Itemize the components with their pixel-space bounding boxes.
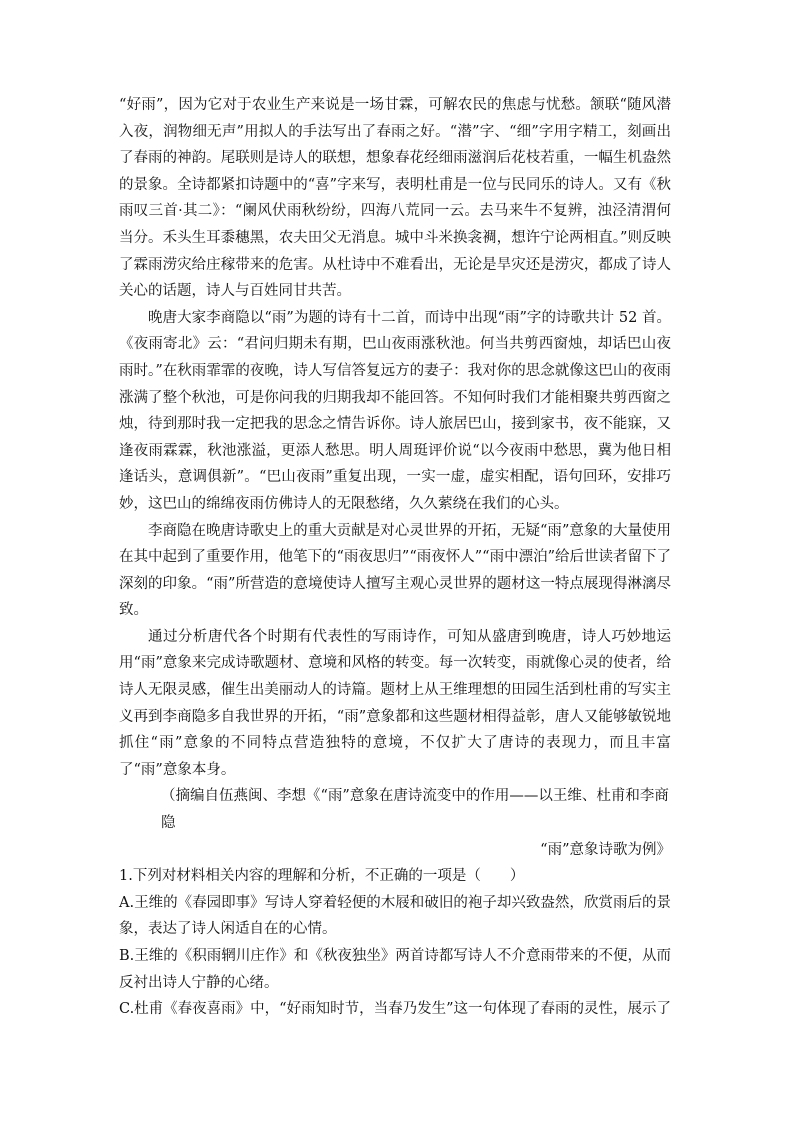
paragraph-li-shangyin-rain: 晚唐大家李商隐以“雨”为题的诗有十二首，而诗中出现“雨”字的诗歌共计 52 首。《夜雨寄北》云：“君问归期未有期，巴山夜雨涨秋池。何当共剪西窗烛，却话巴山夜雨时。”在秋雨霏霏的夜晚，诗人写信答复远方的妻子：我对你的思念就像这巴山的夜雨涨满了整个秋池，可是你问我的归期我却不能回答。不知何时我们才能相聚共剪西窗之烛，待到那时我一定把我的思念之情告诉你。诗人旅居巴山，接到家书，夜不能寐，又逢夜雨霖霖，秋池涨溢，更添人愁思。明人周珽评价说“以今夜雨中愁思，冀为他日相逢话头，意调俱新”。“巴山夜雨”重复出现，一实一虚，虚实相配，语句回环，安排巧妙，这巴山的绵绵夜雨仿佛诗人的无限愁绪，久久萦绕在我们的心头。 xyxy=(119,309,671,512)
paragraph-li-shangyin-contribution: 李商隐在晚唐诗歌史上的重大贡献是对心灵世界的开拓，无疑“雨”意象的大量使用在其中起到了重要作用，他笔下的“雨夜思归”“雨夜怀人”“雨中漂泊”给后世读者留下了深刻的印象。“雨”所营造的意境使诗人擅写主观心灵世界的题材这一特点展现得淋漓尽致。 xyxy=(119,522,671,619)
source-citation-line-2: “雨”意象诗歌为例》 xyxy=(540,841,671,858)
question-option-c: C.杜甫《春夜喜雨》中，“好雨知时节，当春乃发生”这一句体现了春雨的灵性，展示了 xyxy=(119,1001,672,1018)
question-option-b: B.王维的《积雨辋川庄作》和《秋夜独坐》两首诗都写诗人不介意雨带来的不便，从而反衬出诗人宁静的心绪。 xyxy=(119,948,671,991)
paragraph-du-fu-rain: “好雨”，因为它对于农业生产来说是一场甘霖，可解农民的焦虑与忧愁。颔联“随风潜入夜，润物细无声”用拟人的手法写出了春雨之好。“潜”字、“细”字用字精工，刻画出了春雨的神韵。尾联则是诗人的联想，想象春花经细雨滋润后花枝若重，一幅生机盎然的景象。全诗都紧扣诗题中的“喜”字来写，表明杜甫是一位与民同乐的诗人。又有《秋雨叹三首·其二》：“阑风伏雨秋纷纷，四海八荒同一云。去马来牛不复辨，浊泾清渭何当分。禾头生耳黍穗黑，农夫田父无消息。城中斗米换衾裯，想许宁论两相直。”则反映了霖雨涝灾给庄稼带来的危害。从杜诗中不难看出，无论是旱灾还是涝灾，都成了诗人关心的话题，诗人与百姓同甘共苦。 xyxy=(119,97,671,300)
paragraph-conclusion: 通过分析唐代各个时期有代表性的写雨诗作，可知从盛唐到晚唐，诗人巧妙地运用“雨”意象来完成诗歌题材、意境和风格的转变。每一次转变，雨就像心灵的使者，给诗人无限灵感，催生出美丽动人的诗篇。题材上从王维理想的田园生活到杜甫的写实主义再到李商隐多自我世界的开拓，“雨”意象都和这些题材相得益彰，唐人又能够敏锐地抓住“雨”意象的不同特点营造独特的意境，不仅扩大了唐诗的表现力，而且丰富了“雨”意象本身。 xyxy=(119,628,671,778)
question-option-a: A.王维的《春园即事》写诗人穿着轻便的木屐和破旧的袍子却兴致盎然，欣赏雨后的景象，表达了诗人闲适自在的心情。 xyxy=(119,894,671,938)
question-stem: 1.下列对材料相关内容的理解和分析，不正确的一项是（ ） xyxy=(119,868,525,885)
source-citation-line-1: （摘编自伍燕闽、李想《“雨”意象在唐诗流变中的作用——以王维、杜甫和李商隐 xyxy=(161,788,669,832)
document-page xyxy=(119,92,671,1023)
